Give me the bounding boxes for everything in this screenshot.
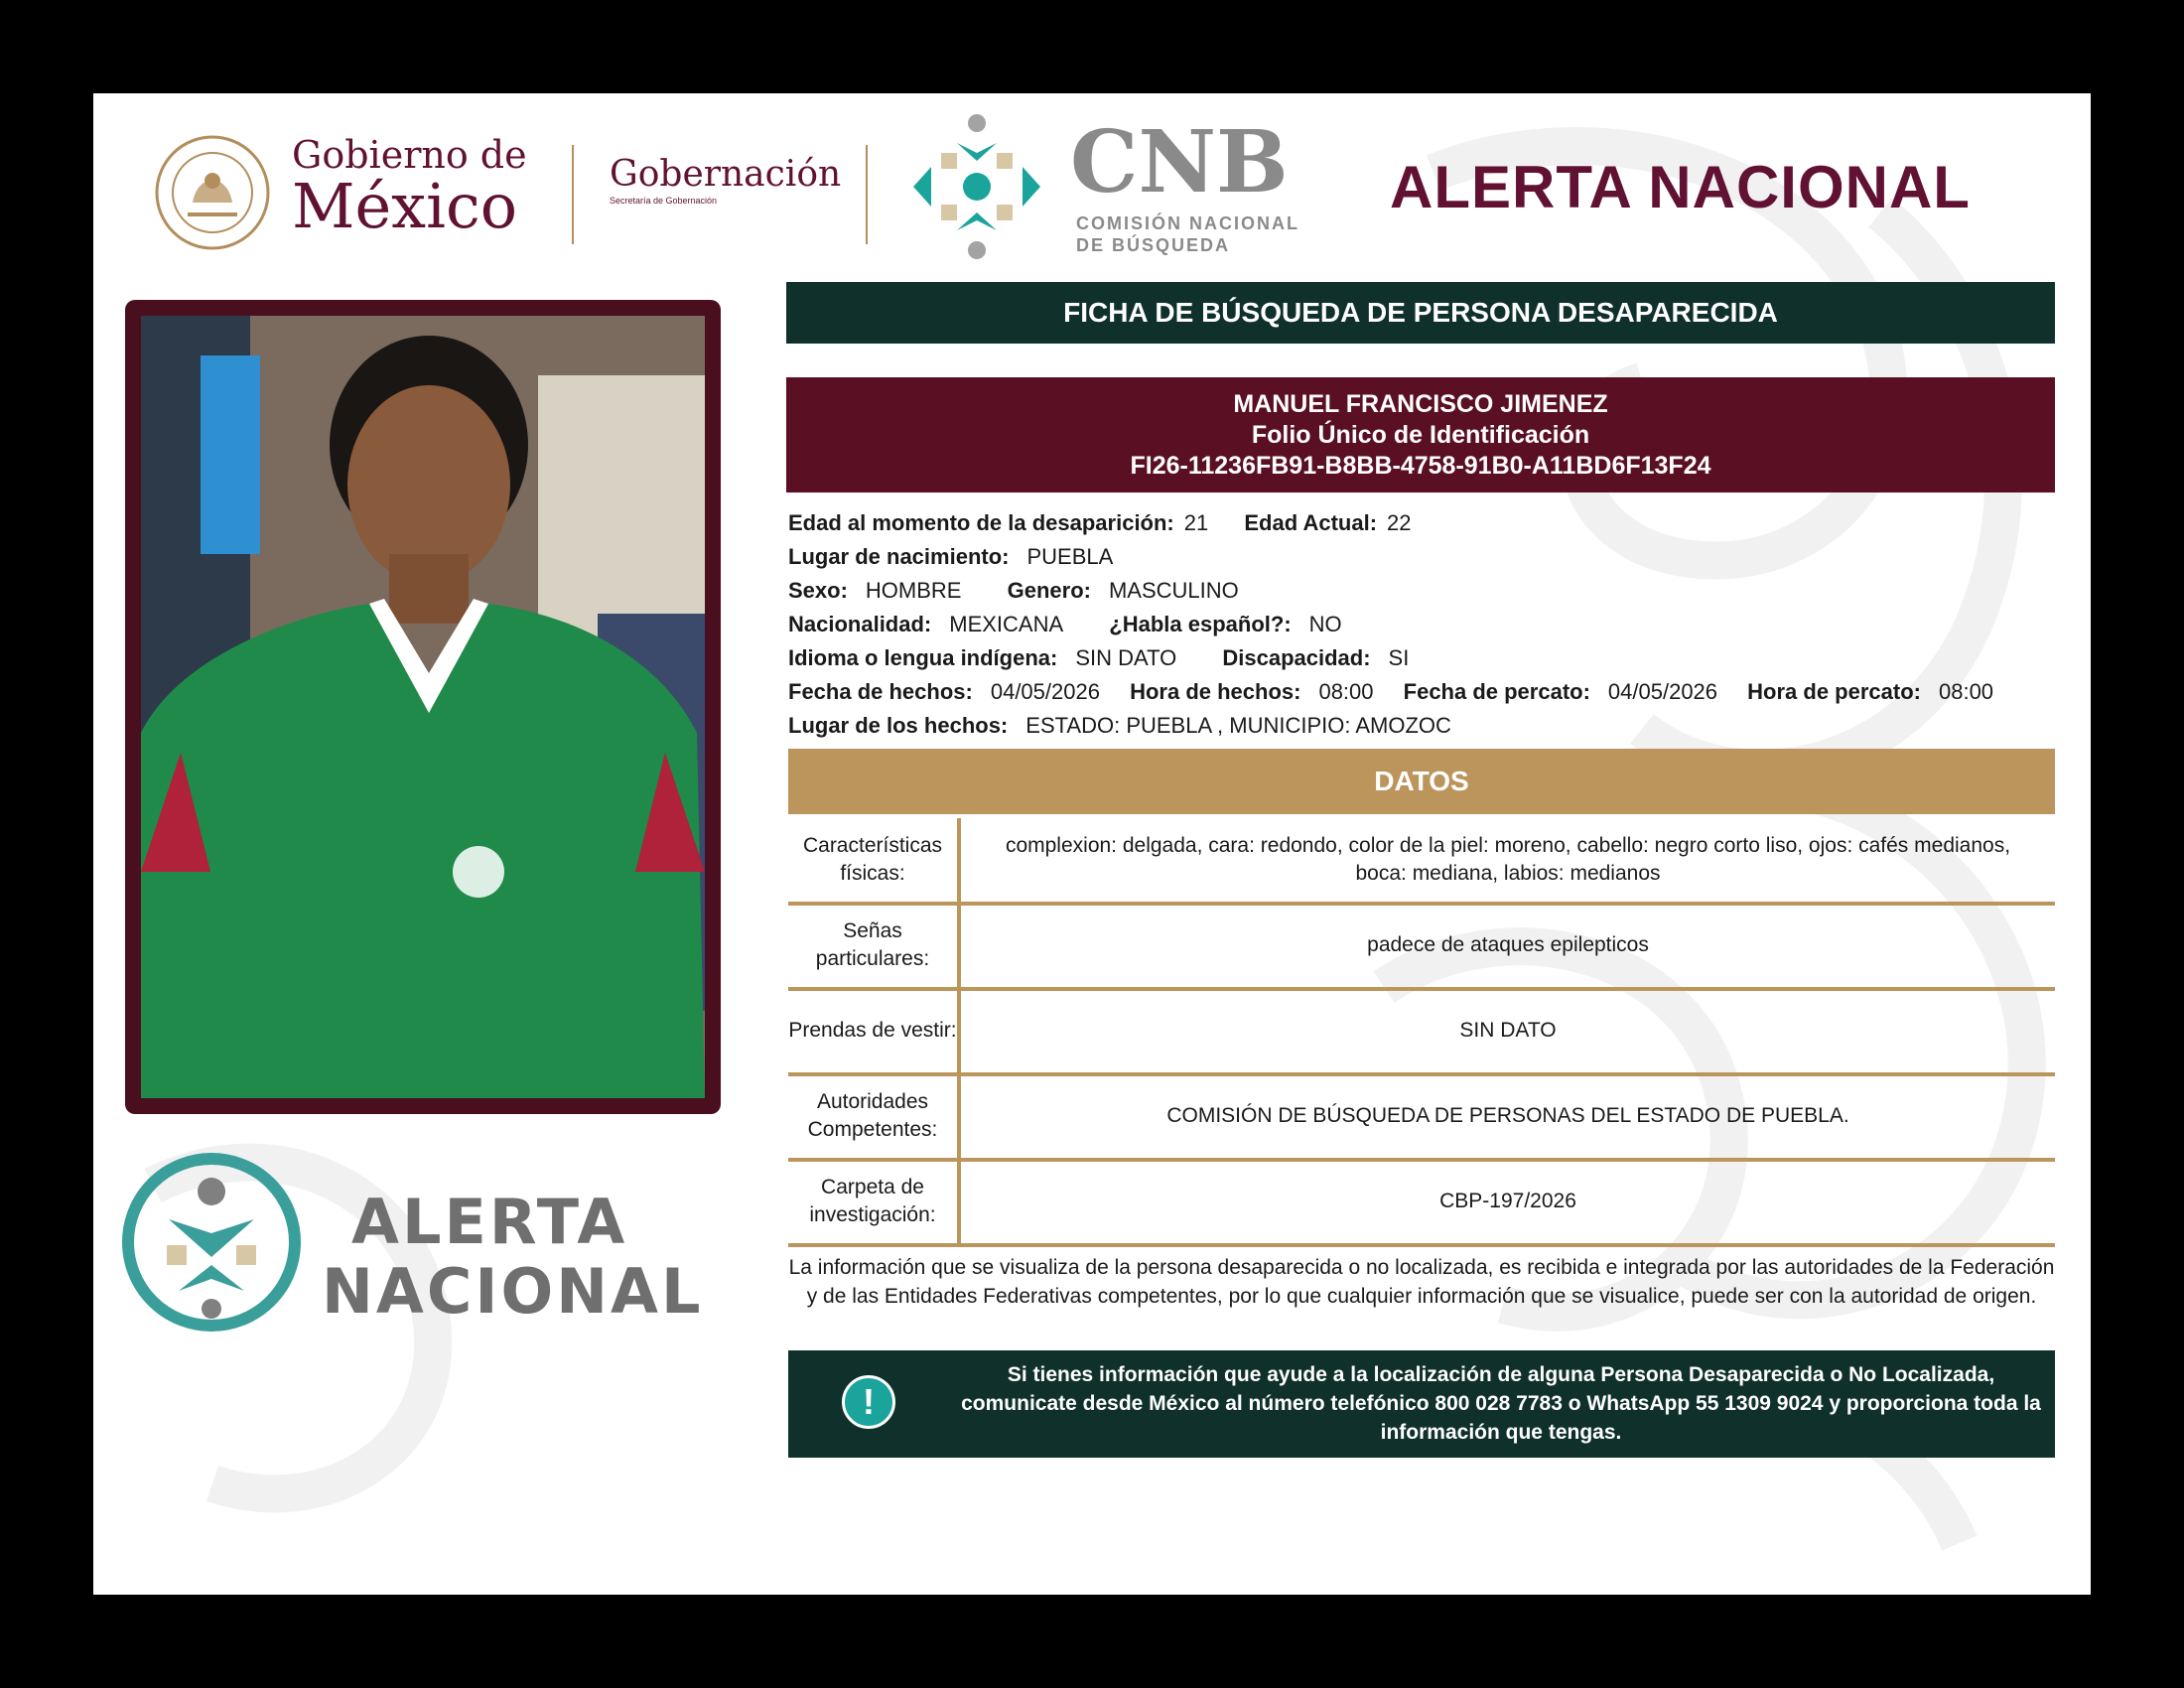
datos-row-label: Señas particulares: [788,904,961,987]
mexico-coat-of-arms-logo [153,133,272,252]
gobernacion-subtitle: Secretaría de Gobernación [610,196,718,206]
edad-desaparicion-value: 21 [1183,510,1209,535]
edad-actual-label: Edad Actual: [1244,510,1378,535]
cnb-name-line1: COMISIÓN NACIONAL [1076,213,1299,233]
folio-label: Folio Único de Identificación [1251,421,1590,449]
cnb-emblem-icon [897,107,1056,266]
datos-row [788,989,2055,1076]
datos-row [788,818,2055,906]
photo-frame [125,300,721,1114]
fecha-hechos-value: 04/05/2026 [990,679,1100,704]
disclaimer-text: La información que se visualiza de la persona desaparecida o no localizada, es recibida e integrada por las autoridades de la Federación y de las Entidades Federativas competentes, por lo que cualquier información que se visualice, puede ser con la autoridad de origen. [788,1256,2055,1308]
missing-person-photo [141,316,705,1098]
idioma-label: Idioma o lengua indígena: [788,645,1058,670]
nacionalidad-label: Nacionalidad: [788,612,932,636]
contact-text: Si tienes información que ayude a la localización de alguna Persona Desaparecida o No Localizada, comunicate desde México al número telefónico 800 028 7783 o WhatsApp 55 1309 9024 y proporciona toda la información que tengas. [961,1363,2041,1444]
fecha-percato-label: Fecha de percato: [1403,679,1590,704]
fecha-hechos-label: Fecha de hechos: [788,679,973,704]
alert-sheet [93,93,2091,1595]
discapacidad-label: Discapacidad: [1222,645,1371,670]
lugar-hechos-label: Lugar de los hechos: [788,713,1009,738]
alerta-logo-line1: ALERTA [351,1186,628,1258]
genero-value: MASCULINO [1108,578,1239,603]
gobierno-line2: México [292,170,518,242]
genero-label: Genero: [1007,578,1091,603]
cnb-name [1076,212,1299,256]
hora-hechos-label: Hora de hechos: [1130,679,1301,704]
hora-percato-value: 08:00 [1938,679,1994,704]
hora-percato-label: Hora de percato: [1747,679,1921,704]
datos-row [788,904,2055,991]
datos-row-value: CBP-197/2026 [1439,1190,1576,1212]
datos-row [788,1074,2055,1162]
datos-row-value: COMISIÓN DE BÚSQUEDA DE PERSONAS DEL ESTADO DE PUEBLA. [1166,1104,1849,1127]
info-line-nacimiento [788,544,1143,570]
hora-hechos-value: 08:00 [1318,679,1374,704]
person-header [786,377,2055,492]
person-name: MANUEL FRANCISCO JIMENEZ [1233,390,1608,418]
gobernacion-logo [610,155,841,207]
header-divider [572,145,574,244]
datos-row-label: Carpeta de investigación: [788,1160,961,1243]
datos-row [788,1160,2055,1247]
header-divider [866,145,868,244]
datos-header: DATOS [788,749,2055,814]
datos-row-label: Características físicas: [788,818,961,902]
nacionalidad-value: MEXICANA [949,612,1064,636]
alerta-logo-line2: NACIONAL [322,1255,704,1328]
contact-banner [788,1350,2055,1458]
cnb-name-line2: DE BÚSQUEDA [1076,235,1231,255]
alerta-nacional-title: ALERTA NACIONAL [1390,154,1971,220]
cnb-acronym: CNB [1070,112,1289,212]
fecha-percato-value: 04/05/2026 [1607,679,1718,704]
alerta-nacional-emblem-icon [119,1150,304,1335]
discapacidad-value: SI [1388,645,1410,670]
ficha-title-bar [786,282,2055,344]
datos-row-value: SIN DATO [1459,1019,1557,1042]
info-line-idioma [788,645,1438,671]
info-line-nacionalidad [788,612,1372,637]
habla-label: ¿Habla español?: [1109,612,1292,636]
info-line-lugar-hechos [788,713,1481,739]
datos-row-value: padece de ataques epilepticos [1367,933,1649,956]
lugar-nacimiento-label: Lugar de nacimiento: [788,544,1010,569]
edad-actual-value: 22 [1387,510,1412,535]
datos-row-label: Prendas de vestir: [788,989,961,1072]
info-line-edad [788,510,1441,536]
ficha-title: FICHA DE BÚSQUEDA DE PERSONA DESAPARECIDA [1063,297,1778,328]
info-line-sexo [788,578,1269,604]
datos-row-value: complexion: delgada, cara: redondo, color de la piel: moreno, cabello: negro corto liso, ojos: cafés medianos, boca: mediana, labios: medianos [1005,834,2011,885]
info-line-fechas [788,679,1993,705]
exclamation-icon: ! [842,1375,895,1429]
gobierno-title [292,133,527,242]
sexo-label: Sexo: [788,578,848,603]
sexo-value: HOMBRE [865,578,962,603]
gobierno-line1: Gobierno de [292,133,527,177]
idioma-value: SIN DATO [1075,645,1177,670]
edad-desaparicion-label: Edad al momento de la desaparición: [788,510,1174,535]
alerta-nacional-logo-text [322,1188,704,1327]
folio-number: FI26-11236FB91-B8BB-4758-91B0-A11BD6F13F24 [1130,452,1711,480]
habla-value: NO [1308,612,1342,636]
lugar-hechos-value: ESTADO: PUEBLA , MUNICIPIO: AMOZOC [1025,713,1451,738]
datos-row-label: Autoridades Competentes: [788,1074,961,1158]
lugar-nacimiento-value: PUEBLA [1026,544,1114,569]
gobernacion-title: Gobernación [610,154,842,195]
